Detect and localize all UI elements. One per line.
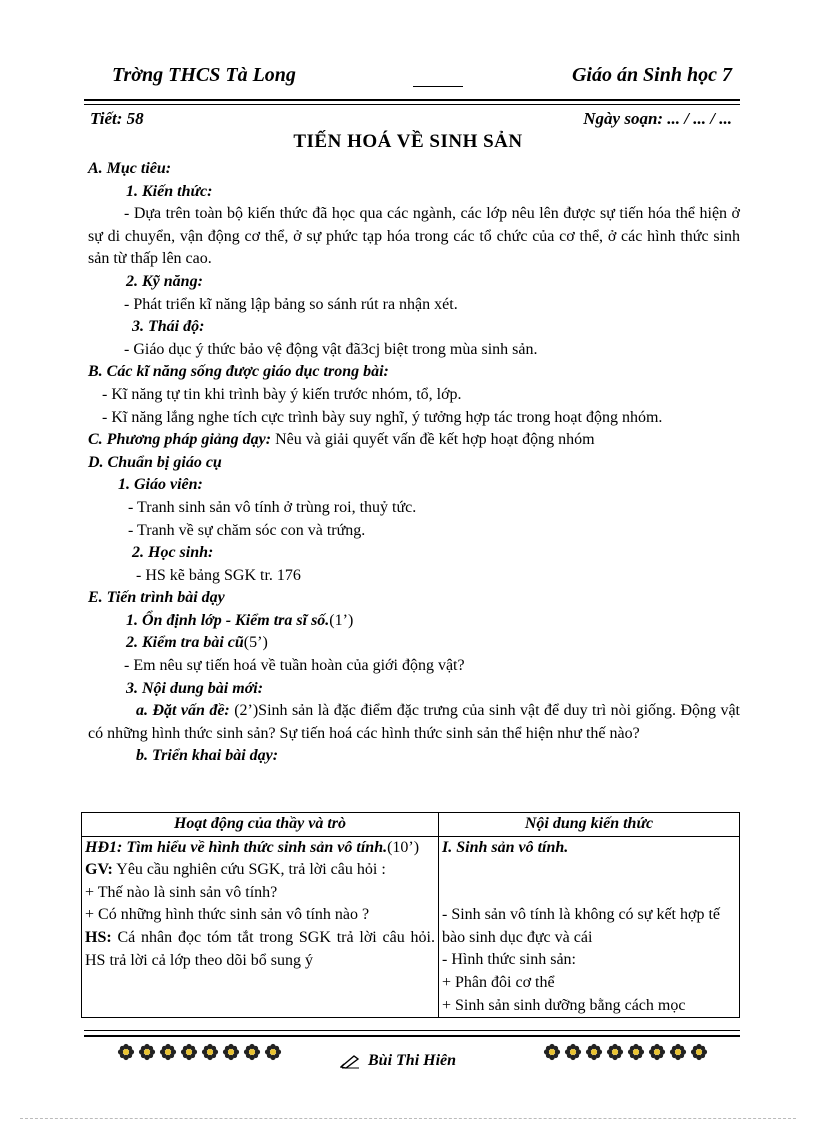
- section-c-heading: C. Phương pháp giảng dạy:: [88, 431, 272, 449]
- section-b-item-1: - Kĩ năng tự tin khi trình bày ý kiến trước nhóm, tổ, lớp.: [102, 385, 462, 403]
- content-line-2: - Hình thức sinh sản:: [442, 951, 576, 969]
- step-2-question: - Em nêu sự tiến hoá về tuần hoàn của giới động vật?: [124, 657, 465, 675]
- activities-cell: [82, 836, 439, 1018]
- footer-flowers-left: [117, 1043, 282, 1065]
- gv-label: GV:: [85, 861, 113, 879]
- student-heading: 2. Học sinh:: [132, 544, 214, 562]
- intro-text: (2’)Sinh sản là đặc điểm đặc trưng của sinh vật để duy trì nòi giống. Động vật có những hình thức sinh sản? Sự tiến hoá các hình thức sinh sản thể hiện như thế nào?: [88, 702, 740, 742]
- pen-icon: [340, 1053, 360, 1069]
- intro-paragraph: [88, 700, 740, 745]
- content-line-4: + Sinh sản sinh dưỡng bằng cách mọc: [442, 996, 686, 1014]
- table-header-content: Nội dung kiến thức: [439, 813, 740, 837]
- flower-icon: [564, 1043, 582, 1061]
- hd1-label: HĐ1: Tìm hiểu về hình thức sinh sản vô tính.: [85, 838, 388, 856]
- flower-icon: [606, 1043, 624, 1061]
- header-school: Trờng THCS Tà Long: [112, 64, 296, 86]
- question-2: + Có những hình thức sinh sản vô tính nào ?: [85, 906, 370, 924]
- footer-flowers-right: [543, 1043, 708, 1065]
- section-b-heading: B. Các kĩ năng sống được giáo dục trong bài:: [88, 363, 389, 381]
- knowledge-text: - Dựa trên toàn bộ kiến thức đã học qua các ngành, các lớp nêu lên được sự tiến hóa thể hiện ở sự di chuyển, vận động cơ thể, ở sự phức tạp hóa trong các tổ chức của cơ thể, ở các hình thức sinh sản từ thấp lên cao.: [88, 205, 740, 268]
- step-3-heading: 3. Nội dung bài mới:: [126, 679, 264, 697]
- skills-text: - Phát triển kĩ năng lập bảng so sánh rút ra nhận xét.: [124, 295, 458, 313]
- section-e-heading: E. Tiến trình bài dạy: [88, 589, 225, 607]
- content-heading: I. Sinh sản vô tính.: [442, 838, 569, 856]
- author-name: Bùi Thi Hiên: [368, 1052, 457, 1069]
- flower-icon: [627, 1043, 645, 1061]
- page-bottom-divider: [20, 1118, 796, 1119]
- page-title: TIẾN HOÁ VỀ SINH SẢN: [293, 131, 523, 152]
- flower-icon: [159, 1043, 177, 1061]
- deploy-heading: b. Triển khai bài dạy:: [136, 747, 279, 765]
- hd1-line: [85, 837, 435, 860]
- step-1-heading: 1. Ổn định lớp - Kiểm tra sĩ số.: [126, 611, 330, 629]
- header-underline-mark: [413, 86, 463, 87]
- gv-text: Yêu cầu nghiên cứu SGK, trả lời câu hỏi :: [112, 861, 386, 879]
- flower-icon: [201, 1043, 219, 1061]
- section-b-item-2: - Kĩ năng lắng nghe tích cực trình bày suy nghĩ, ý tưởng hợp tác trong hoạt động nhóm.: [102, 408, 663, 426]
- header-doc-type: Giáo án Sinh học 7: [571, 64, 732, 86]
- table-header-activities: Hoạt động của thầy và trò: [82, 813, 439, 837]
- lesson-number: Tiết: 58: [90, 109, 144, 128]
- lesson-date: Ngày soạn: ... / ... / ...: [583, 109, 732, 128]
- hs-label: HS:: [85, 928, 112, 946]
- hs-line: [85, 927, 435, 972]
- hs-text: Cá nhân đọc tóm tắt trong SGK trả lời câu hỏi. HS trả lời cả lớp theo dõi bổ sung ý: [85, 928, 435, 969]
- teacher-heading: 1. Giáo viên:: [118, 476, 203, 494]
- flower-icon: [243, 1043, 261, 1061]
- footer-rule-thin: [84, 1030, 740, 1031]
- flower-icon: [138, 1043, 156, 1061]
- step-2-heading: 2. Kiểm tra bài cũ: [126, 634, 244, 652]
- student-item-1: - HS kẽ bảng SGK tr. 176: [136, 566, 301, 584]
- question-1: + Thế nào là sinh sản vô tính?: [85, 883, 278, 901]
- section-c-text: Nêu và giải quyết vấn đề kết hợp hoạt động nhóm: [271, 431, 595, 449]
- lesson-body: [88, 158, 740, 768]
- flower-icon: [543, 1043, 561, 1061]
- footer-rule-thick: [84, 1035, 740, 1037]
- knowledge-heading: 1. Kiến thức:: [126, 182, 213, 200]
- lesson-plan-table: [81, 812, 740, 1018]
- table-header-row: [82, 813, 740, 837]
- attitude-text: - Giáo dục ý thức bảo vệ động vật đã3cj biệt trong mùa sinh sản.: [124, 340, 538, 358]
- footer-author: [340, 1052, 456, 1070]
- header-rule-thick: [84, 99, 740, 101]
- gv-line: [85, 859, 435, 882]
- hd1-time: (10’): [387, 838, 420, 856]
- flower-icon: [180, 1043, 198, 1061]
- skills-heading: 2. Kỹ năng:: [126, 272, 203, 290]
- flower-icon: [264, 1043, 282, 1061]
- content-cell: [439, 836, 740, 1018]
- section-d-heading: D. Chuẩn bị giáo cụ: [88, 453, 222, 471]
- step-2-time: (5’): [243, 634, 268, 652]
- flower-icon: [222, 1043, 240, 1061]
- intro-label: a. Đặt vấn đề:: [136, 702, 230, 720]
- flower-icon: [648, 1043, 666, 1061]
- flower-icon: [117, 1043, 135, 1061]
- flower-icon: [585, 1043, 603, 1061]
- section-a-heading: A. Mục tiêu:: [88, 160, 172, 177]
- teacher-item-1: - Tranh sinh sản vô tính ở trùng roi, thuỷ tức.: [128, 498, 417, 516]
- step-1-time: (1’): [329, 611, 354, 629]
- content-line-1: - Sinh sản vô tính là không có sự kết hợp tế bào sinh dục đực và cái: [442, 906, 720, 946]
- flower-icon: [669, 1043, 687, 1061]
- flower-icon: [690, 1043, 708, 1061]
- table-row: [82, 836, 740, 1018]
- step-2: [88, 632, 740, 655]
- header-rule-thin: [84, 104, 740, 105]
- step-1: [88, 610, 740, 633]
- teacher-item-2: - Tranh về sự chăm sóc con và trứng.: [128, 521, 366, 539]
- attitude-heading: 3. Thái độ:: [132, 318, 205, 336]
- section-c: [88, 429, 740, 452]
- content-line-3: + Phân đôi cơ thể: [442, 973, 555, 991]
